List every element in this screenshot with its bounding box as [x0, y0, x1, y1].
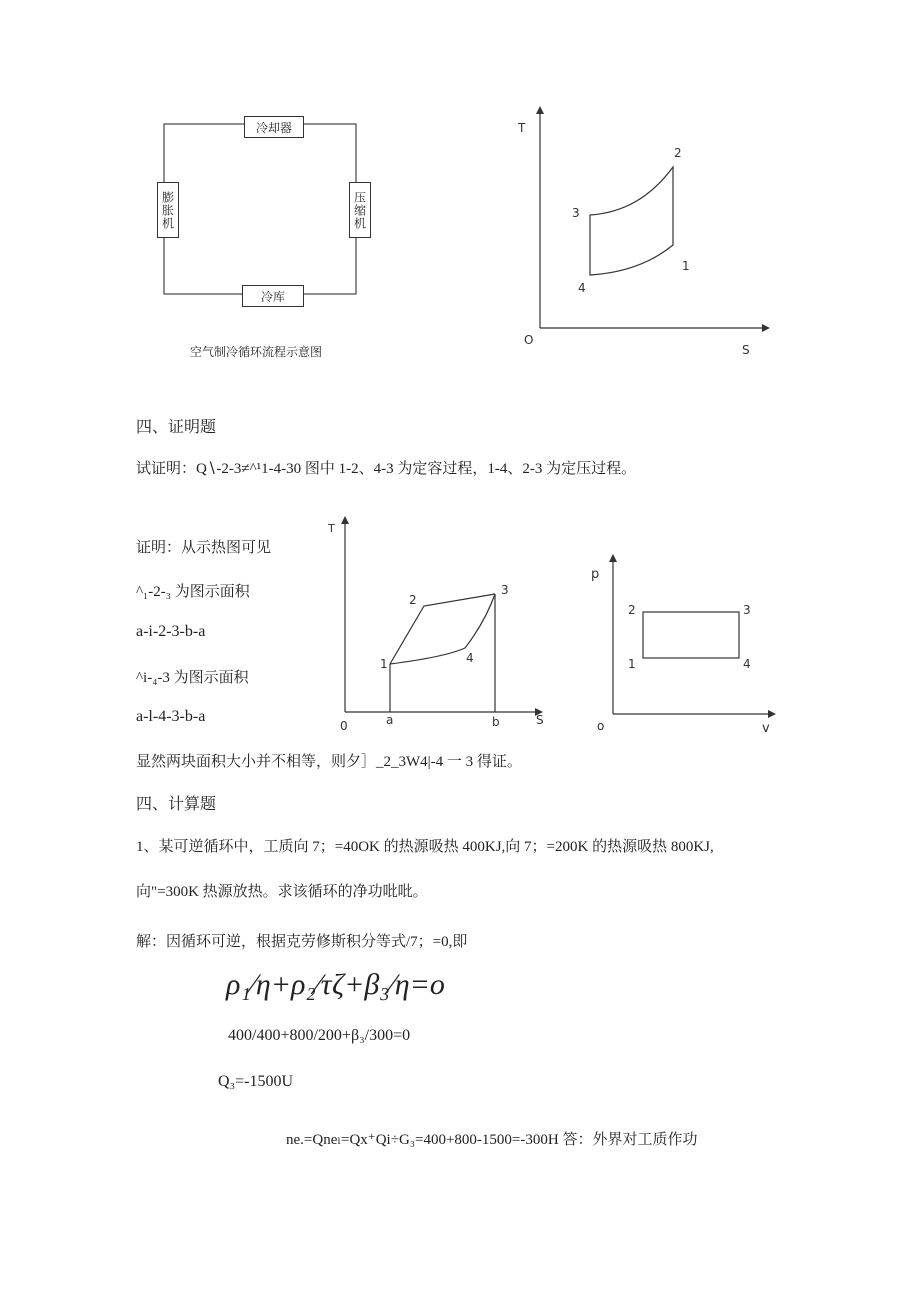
expander-box [157, 182, 179, 238]
ts-diagram-1 [500, 100, 790, 370]
proof-conclusion: 显然两块面积大小并不相等，则夕］_2_3W4|-4 一 3 得证。 [136, 754, 522, 770]
calc-problem-line-2: 向"=300K 热源放热。求该循环的净功吡吡。 [136, 884, 428, 900]
compressor-box [349, 182, 371, 238]
cold-storage-label: 冷库 [260, 289, 285, 304]
calc-equation-3-answer: ne.=Qneₗ=Qx⁺Qi÷G₃=400+800-1500=-300H 答：外界对工质作功 [286, 1132, 698, 1148]
proof-line-4: ^i-₄-3 为图示面积 [136, 670, 249, 686]
ts1-point-1: 1 [682, 259, 690, 273]
ts1-y-axis-label: T [518, 121, 526, 135]
calc-heading: 四、计算题 [136, 794, 217, 813]
pv-y-axis-label: p [591, 567, 600, 582]
ts1-point-4: 4 [578, 281, 586, 295]
pv-point-3: 3 [743, 603, 751, 617]
compressor-label: 压缩机 [352, 190, 367, 230]
ts1-x-axis-label: S [742, 343, 750, 357]
ts2-point-2: 2 [409, 593, 417, 607]
calc-problem-line-1: 1、某可逆循环中，工质向 7；=40OK 的热源吸热 400KJ,向 7；=200K 的热源吸热 800KJ, [136, 839, 714, 855]
proof-line-3: a-i-2-3-b-a [136, 623, 206, 640]
cycle-flow-lines [150, 110, 370, 310]
pv-x-axis-label: v [762, 721, 770, 736]
pv-point-1: 1 [628, 657, 636, 671]
pv-origin-label: o [597, 719, 605, 733]
calc-solution-intro: 解：因循环可逆，根据克劳修斯积分等式/7；=0,即 [136, 934, 468, 950]
ts2-a-label: a [386, 713, 394, 727]
clausius-formula: ρ₁⁄η+ρ₂⁄τζ+β₃⁄η=o [226, 968, 445, 1001]
ts2-point-1: 1 [380, 657, 388, 671]
cold-storage-box [242, 285, 304, 307]
proof-line-1: 证明：从示热图可见 [136, 540, 272, 556]
cooler-label: 冷却器 [255, 120, 292, 135]
proof-problem: 试证明：Q∖-2-3≠^¹1-4-30 图中 1-2、4-3 为定容过程，1-4、2-3 为定压过程。 [136, 461, 637, 477]
ts2-origin-label: 0 [340, 719, 348, 733]
ts2-point-4: 4 [466, 651, 474, 665]
calc-equation-2: Q₃=-1500U [218, 1073, 294, 1090]
proof-heading: 四、证明题 [136, 417, 217, 436]
pv-point-4: 4 [743, 657, 751, 671]
calc-equation-1: 400/400+800/200+β₃/300=0 [228, 1027, 411, 1044]
cooler-box [244, 116, 304, 138]
ts2-x-axis-label: S [536, 713, 544, 727]
expander-label: 膨胀机 [160, 190, 175, 230]
flow-diagram-caption: 空气制冷循环流程示意图 [190, 345, 323, 359]
ts-diagram-2 [320, 512, 560, 742]
ts1-point-2: 2 [674, 146, 682, 160]
pv-point-2: 2 [628, 603, 636, 617]
proof-line-2: ^₁-2-₃ 为图示面积 [136, 584, 250, 600]
proof-line-5: a-l-4-3-b-a [136, 708, 206, 725]
pv-diagram [585, 548, 785, 748]
ts1-point-3: 3 [572, 206, 580, 220]
ts2-point-3: 3 [501, 583, 509, 597]
ts1-origin-label: O [524, 333, 534, 347]
ts2-b-label: b [492, 715, 500, 729]
ts2-y-axis-label: T [328, 522, 335, 535]
